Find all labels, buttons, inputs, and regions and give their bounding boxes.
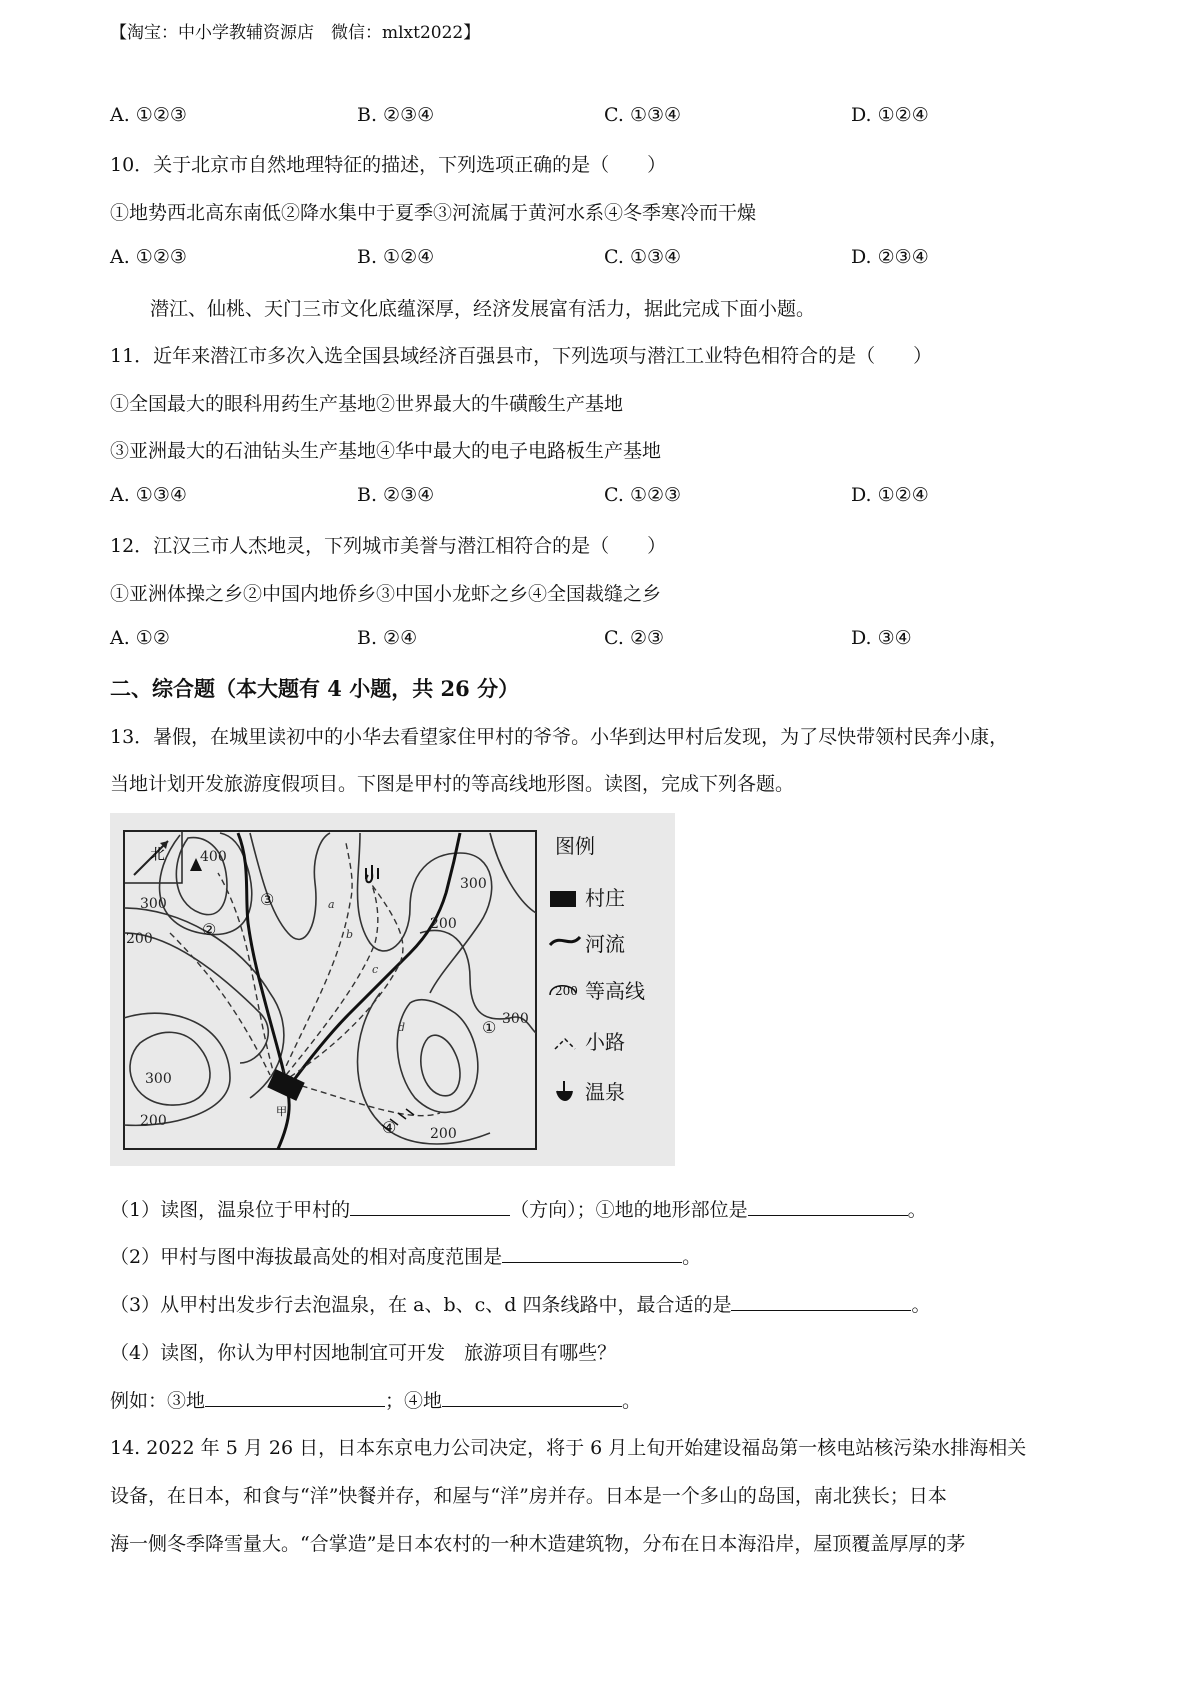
contour-label-1: 400 <box>200 849 227 865</box>
q13-sub-4: （4）读图，你认为甲村因地制宜可开发 旅游项目有哪些？ <box>110 1342 617 1364</box>
q10-items: ①地势西北高东南低②降水集中于夏季③河流属于黄河水系④冬季寒冷而干燥 <box>110 202 757 224</box>
q14-line-1: 14. 2022 年 5 月 26 日，日本东京电力公司决定，将于 6 月上旬开始建设福岛第一核电站核污染水排海相关 <box>110 1437 1027 1459</box>
contour-ne <box>490 833 536 913</box>
contour-south-1 <box>358 993 491 1144</box>
contour-west-hill <box>130 1032 210 1105</box>
legend-village-icon <box>550 891 576 907</box>
q14-line-2: 设备，在日本，和食与“洋”快餐并存，和屋与“洋”房并存。日本是一个多山的岛国，南北狭长；日本 <box>110 1485 947 1507</box>
q13-sub-3 <box>110 1290 930 1317</box>
q12-option-c[interactable]: C. ②③ <box>604 627 665 649</box>
q13-sub1-blank-1[interactable] <box>350 1197 510 1216</box>
route-b: b <box>346 928 354 941</box>
q13-example <box>110 1386 641 1413</box>
q13-sub1-text-a: （1）读图，温泉位于甲村的 <box>110 1199 351 1221</box>
q9-option-d[interactable]: D. ①②④ <box>851 104 929 126</box>
contour-label-8: 300 <box>502 1011 529 1027</box>
q12-option-d[interactable]: D. ③④ <box>851 627 912 649</box>
q11-option-d[interactable]: D. ①②④ <box>851 484 929 506</box>
path-b <box>286 885 378 1075</box>
contour-label-5: 200 <box>140 1113 167 1129</box>
contour-label-4: 300 <box>145 1071 172 1087</box>
q13-example-blank-2[interactable] <box>442 1388 622 1407</box>
q14-line-3: 海一侧冬季降雪量大。“合掌造”是日本农村的一种木造建筑物，分布在日本海沿岸，屋顶覆盖厚厚的茅 <box>110 1533 966 1555</box>
q13-sub-1 <box>110 1195 927 1222</box>
q10-option-c[interactable]: C. ①③④ <box>604 246 682 268</box>
legend-village: 村庄 <box>585 886 625 910</box>
route-a: a <box>328 898 335 911</box>
point-4: ④ <box>382 1118 397 1137</box>
north-label: 北 <box>150 845 166 863</box>
q12-option-a[interactable]: A. ①② <box>110 627 170 649</box>
legend-path-icon <box>555 1039 575 1049</box>
q13-line-1: 13．暑假，在城里读初中的小华去看望家住甲村的爷爷。小华到达甲村后发现，为了尽快带领村民奔小康， <box>110 726 1009 748</box>
q10-option-a[interactable]: A. ①②③ <box>110 246 187 268</box>
contour-label-3: 200 <box>126 931 153 947</box>
q13-sub3-blank[interactable] <box>731 1292 911 1311</box>
q11-option-b[interactable]: B. ②③④ <box>357 484 435 506</box>
contour-east-hill-outer <box>397 1000 478 1113</box>
legend-river-icon <box>550 937 580 945</box>
route-d: d <box>398 1021 406 1034</box>
point-3: ③ <box>260 890 275 909</box>
path-d <box>292 1083 440 1116</box>
point-2: ② <box>202 920 217 939</box>
q10-option-d[interactable]: D. ②③④ <box>851 246 929 268</box>
q11-items-1: ①全国最大的眼科用药生产基地②世界最大的牛磺酸生产基地 <box>110 393 624 415</box>
q9-option-b[interactable]: B. ②③④ <box>357 104 435 126</box>
hot-spring-icon <box>366 865 378 882</box>
q13-sub2-blank[interactable] <box>502 1244 682 1263</box>
legend-river: 河流 <box>585 932 625 956</box>
contour-map <box>110 813 675 1166</box>
intro-11-12: 潜江、仙桃、天门三市文化底蕴深厚，经济发展富有活力，据此完成下面小题。 <box>150 298 816 320</box>
page-header: 【淘宝：中小学教辅资源店 微信：mlxt2022】 <box>110 23 481 43</box>
legend-hot-spring-icon <box>557 1081 572 1100</box>
village-label: 甲 <box>276 1105 287 1118</box>
q9-option-a[interactable]: A. ①②③ <box>110 104 187 126</box>
contour-map-svg <box>110 813 675 1166</box>
q13-sub-2 <box>110 1242 701 1269</box>
q11-option-a[interactable]: A. ①③④ <box>110 484 187 506</box>
legend-contour: 等高线 <box>585 979 645 1003</box>
q11-stem: 11．近年来潜江市多次入选全国县域经济百强县市，下列选项与潜江工业特色相符合的是（ ） <box>110 345 933 367</box>
contour-west-outer <box>124 1013 230 1125</box>
q13-sub1-period: 。 <box>907 1199 927 1221</box>
q13-example-period: 。 <box>622 1390 642 1412</box>
q12-stem: 12．江汉三市人杰地灵，下列城市美誉与潜江相符合的是（ ） <box>110 535 667 557</box>
section-2-title: 二、综合题（本大题有 4 小题，共 26 分） <box>110 676 520 701</box>
q10-option-b[interactable]: B. ①②④ <box>357 246 435 268</box>
contour-valley-1 <box>250 833 330 939</box>
q13-sub2-text: （2）甲村与图中海拔最高处的相对高度范围是 <box>110 1246 503 1268</box>
q9-option-c[interactable]: C. ①③④ <box>604 104 682 126</box>
q13-line-2: 当地计划开发旅游度假项目。下图是甲村的等高线地形图。读图，完成下列各题。 <box>110 773 795 795</box>
q13-example-b: ；④地 <box>385 1390 443 1412</box>
contour-east-hill-inner <box>421 1035 460 1096</box>
q11-items-2: ③亚洲最大的石油钻头生产基地④华中最大的电子电路板生产基地 <box>110 440 662 462</box>
q12-items: ①亚洲体操之乡②中国内地侨乡③中国小龙虾之乡④全国裁缝之乡 <box>110 583 662 605</box>
legend-hot-spring: 温泉 <box>585 1080 625 1104</box>
q13-sub3-text: （3）从甲村出发步行去泡温泉，在 a、b、c、d 四条线路中，最合适的是 <box>110 1294 732 1316</box>
q13-example-a: 例如：③地 <box>110 1390 206 1412</box>
contour-label-2: 300 <box>140 896 167 912</box>
q12-option-b[interactable]: B. ②④ <box>357 627 418 649</box>
route-c: c <box>372 963 379 976</box>
q13-sub3-period: 。 <box>911 1294 931 1316</box>
q10-stem: 10．关于北京市自然地理特征的描述，下列选项正确的是（ ） <box>110 154 667 176</box>
q13-example-blank-1[interactable] <box>205 1388 385 1407</box>
legend-path: 小路 <box>585 1030 625 1054</box>
legend-contour-value: 200 <box>555 984 578 998</box>
point-1: ① <box>482 1018 497 1037</box>
q13-sub1-text-b: （方向）；①地的地形部位是 <box>510 1199 748 1221</box>
q13-sub1-blank-2[interactable] <box>748 1197 908 1216</box>
q11-option-c[interactable]: C. ①②③ <box>604 484 682 506</box>
contour-label-6: 300 <box>460 876 487 892</box>
path-a <box>282 843 352 1075</box>
legend-title: 图例 <box>555 834 595 858</box>
contour-label-9: 200 <box>430 1126 457 1142</box>
contour-label-7: 200 <box>430 916 457 932</box>
q13-sub2-period: 。 <box>682 1246 702 1268</box>
